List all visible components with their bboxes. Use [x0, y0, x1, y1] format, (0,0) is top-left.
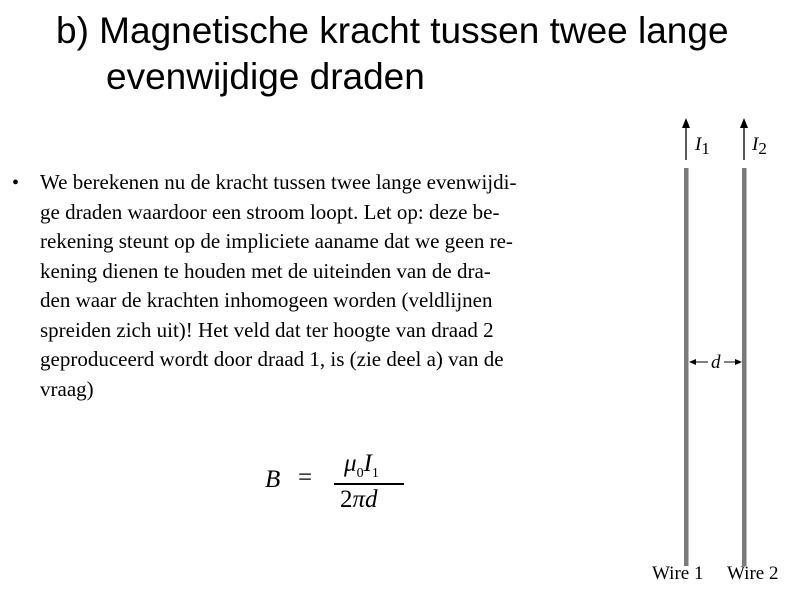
separation-label: d — [711, 352, 721, 373]
wire-2-label: Wire 2 — [727, 563, 779, 584]
formula-pi: π — [352, 486, 366, 513]
body-line: kening dienen te houden met de uiteinden van de dra- — [40, 258, 491, 283]
separation-arrow-right — [735, 359, 742, 365]
wire-1 — [684, 168, 689, 566]
formula-current-subscript: 1 — [371, 466, 379, 481]
body-line: rekening steunt op de impliciete aaname dat we geen re- — [40, 229, 513, 253]
formula-current: I — [363, 450, 372, 477]
wire-1-label: Wire 1 — [652, 563, 704, 584]
body-line: den waar de krachten inhomogeen worden (veldlijnen — [40, 288, 493, 312]
formula-mu: μ — [344, 450, 357, 477]
body-line: geproduceerd wordt door draad 1, is (zie deel a) van de — [40, 347, 504, 371]
formula-lhs: B — [265, 466, 281, 493]
formula-distance: d — [365, 486, 378, 513]
wire-2 — [742, 168, 747, 566]
body-line: We berekenen nu de kracht tussen twee lange evenwijdi- — [40, 170, 517, 194]
current-1-label: I1 — [695, 134, 710, 158]
slide-title-line-2: evenwijdige draden — [106, 56, 425, 97]
bullet-marker: • — [12, 172, 20, 194]
body-line: spreiden zich uit)! Het veld dat ter hoogte van draad 2 — [40, 317, 494, 342]
formula-equals: = — [298, 464, 313, 491]
separation-arrow-left — [689, 359, 696, 365]
current-2-label: I2 — [752, 134, 767, 158]
current-1-arrow-head — [682, 118, 690, 128]
current-2-arrow-head — [740, 118, 748, 128]
slide-title-line-1: b) Magnetische kracht tussen twee lange — [56, 10, 729, 51]
body-line: vraag) — [40, 376, 94, 401]
formula-mu-subscript: 0 — [356, 466, 364, 481]
body-line: ge draden waardoor een stroom loopt. Let op: deze be- — [40, 199, 500, 224]
formula-two: 2 — [340, 486, 353, 513]
